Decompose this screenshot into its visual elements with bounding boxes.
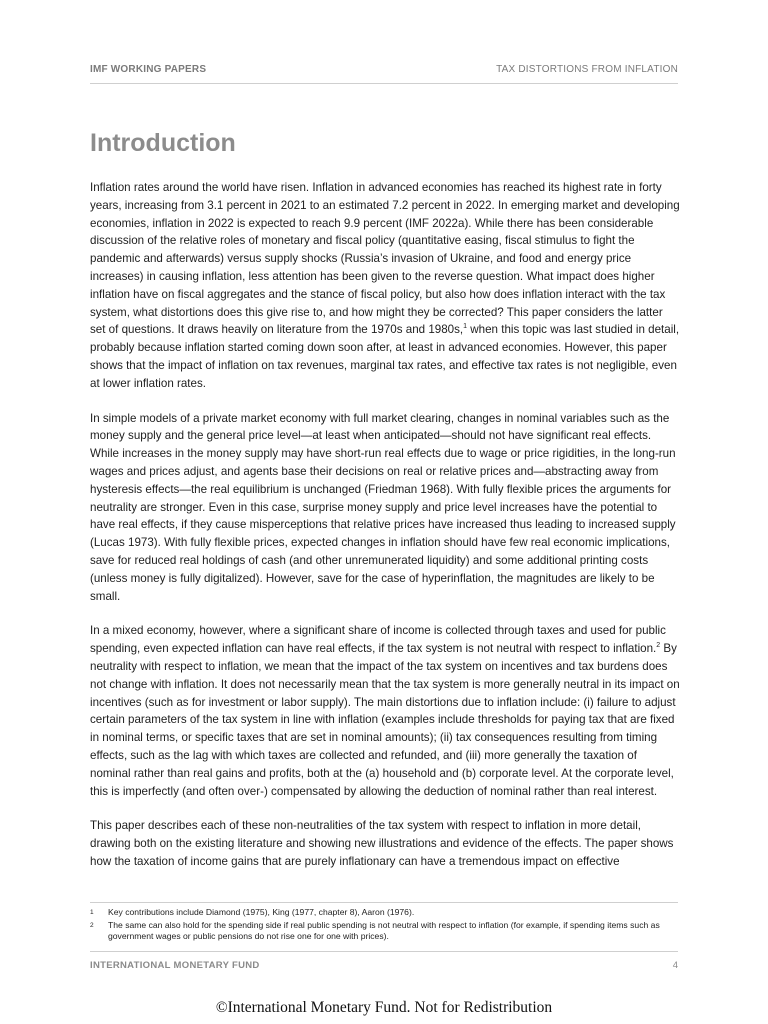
footnote-ref-1[interactable]: 1 xyxy=(463,323,468,331)
section-title: Introduction xyxy=(90,129,236,157)
series-title: IMF WORKING PAPERS xyxy=(90,64,207,75)
paragraph-4: This paper describes each of these non-neutralities of the tax system with respect to inflation in more detail, drawing both on the existing literature and showing new illustrations and evidence of the effects. The paper shows how the taxation of income gains that are purely inflationary can have a tremendous impact on effective xyxy=(90,819,674,868)
footnote-text: The same can also hold for the spending side if real public spending is not neutral with respect to inflation (for example, if spending items such as government wages or public pensions do not rise one for one with prices). xyxy=(108,919,660,941)
paragraph-3: In a mixed economy, however, where a significant share of income is collected through taxes and used for public spending, even expected inflation can have real effects, if the tax system is not neutral with respect to inflation.$^2$ By neutrality with respect to inflation, we mean that the impact of the tax system on incentives and tax burdens does not change with inflation. It does not necessarily mean that the tax system is more generally neutral in its impact on incentives (such as for investment or labor supply). The main distortions due to inflation include: (i) failure to adjust certain parameters of the tax system in line with inflation (examples include thresholds for paying tax that are fixed in nominal terms, or specific taxes that are set in nominal amounts); (ii) tax consequences resulting from timing effects, such as the lag with which taxes are collected and refunded, and (iii) more generally the taxation of nominal rather than real gains and profits, both at the (a) household and (b) corporate level. At the corporate level, this is imperfectly (and often over-) compensated by allowing the deduction of nominal rather than real interest. xyxy=(90,624,680,798)
footnote-ref-2[interactable]: 2 xyxy=(656,642,661,650)
running-header xyxy=(90,64,678,84)
footnote-divider xyxy=(90,902,678,903)
footnotes xyxy=(90,907,680,944)
paragraph-1: Inflation rates around the world have risen. Inflation in advanced economies has reached its highest rate in forty years, increasing from 3.1 percent in 2021 to an estimated 7.2 percent in 2022. In emerging market and developing economies, inflation in 2022 is expected to reach 9.9 percent (IMF 2022a). While there has been considerable discussion of the relative roles of monetary and fiscal policy (quantitative easing, fiscal stimulus to fight the pandemic and afterwards) versus supply shocks (Russia’s invasion of Ukraine, and food and energy price increases) in causing inflation, less attention has been given to the reverse question. What impact does higher inflation have on fiscal aggregates and the stance of fiscal policy, but also how does inflation interact with the tax system, what distortions does this give rise to, and how might they be corrected? This paper considers the latter set of questions. It draws heavily on literature from the 1970s and 1980s,$^1$ when this topic was last studied in detail, probably because inflation started coming down soon after, at least in advanced economies. However, this paper shows that the impact of inflation on tax revenues, marginal tax rates, and effective tax rates is not negligible, even at lower inflation rates. xyxy=(90,181,680,390)
footnote-text: Key contributions include Diamond (1975), King (1977, chapter 8), Aaron (1976). xyxy=(108,907,415,917)
footer-organization: INTERNATIONAL MONETARY FUND xyxy=(90,960,260,971)
paper-title: TAX DISTORTIONS FROM INFLATION xyxy=(496,64,678,75)
running-footer xyxy=(90,951,678,971)
footnote-number: 2 xyxy=(90,921,94,929)
copyright-notice: ©International Monetary Fund. Not for Redistribution xyxy=(215,999,553,1016)
footnote-1 xyxy=(90,907,680,919)
page-number: 4 xyxy=(672,960,678,971)
footnote-2 xyxy=(90,920,680,943)
paragraph-2: In simple models of a private market economy with full market clearing, changes in nominal variables such as the money supply and the general price level—at least when anticipated—should not have significant real effects. While increases in the money supply may have short-run real effects due to wage or price rigidities, in the long-run wages and prices adjust, and agents base their decisions on real or relative prices and—abstracting away from hysteresis effects—the real equilibrium is unchanged (Friedman 1968). With fully flexible prices the arguments for neutrality are stronger. Even in this case, surprise money supply and price level increases have the potential to have real effects, if they cause misperceptions that relative prices have increased thus leading to increased supply (Lucas 1973). With fully flexible prices, expected changes in inflation should have few real economic implications, save for reduced real holdings of cash (and other unremunerated liquidity) and some additional printing costs (unless money is fully digitalized). However, save for the case of hyperinflation, the magnitudes are likely to be small. xyxy=(90,411,676,603)
body-text xyxy=(90,179,680,888)
footnote-number: 1 xyxy=(90,909,94,916)
